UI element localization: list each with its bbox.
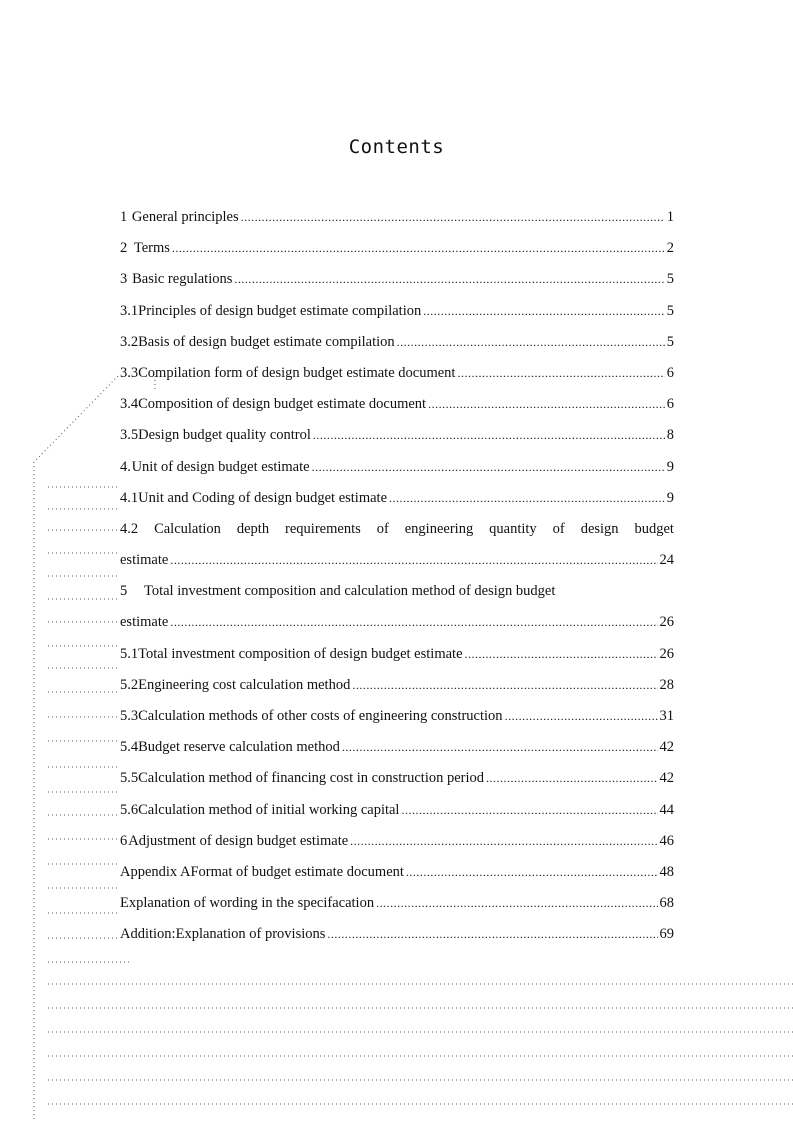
toc-number: 5.4: [120, 739, 139, 756]
toc-label-word: budget: [634, 520, 674, 537]
toc-page-number: 5: [666, 302, 674, 319]
toc-label-word: depth: [236, 520, 270, 537]
toc-page-number: 9: [666, 458, 674, 475]
dot-leader: [457, 358, 664, 389]
toc-label: Engineering cost calculation method: [138, 676, 351, 693]
dot-leader: [350, 826, 657, 857]
toc-entry-3[interactable]: [120, 264, 674, 295]
toc-page-number: 28: [659, 676, 674, 693]
toc-label: Total investment composition and calculation method of design budget: [144, 583, 556, 600]
toc-label: Principles of design budget estimate compilation: [138, 302, 422, 319]
toc-entry-6[interactable]: [120, 826, 674, 857]
toc-number: 4.: [120, 458, 131, 475]
toc-number: 5.2: [120, 676, 139, 693]
toc-entry-5-4[interactable]: [120, 732, 674, 763]
toc-entry-5-3[interactable]: [120, 701, 674, 732]
toc-label: Format of budget estimate document: [190, 863, 404, 880]
dot-leader: [397, 327, 665, 358]
toc-number: 4.1: [120, 489, 139, 506]
dot-leader: [486, 763, 657, 794]
toc-label-word: engineering: [404, 520, 474, 537]
toc-entry-5-5[interactable]: [120, 763, 674, 794]
toc-page-number: 24: [659, 552, 674, 569]
toc-number: 3: [120, 271, 128, 288]
dot-leader: [234, 264, 664, 295]
toc-entry-addition[interactable]: [120, 919, 674, 950]
toc-page-number: 8: [666, 427, 674, 444]
toc-page-number: 1: [666, 209, 674, 225]
toc-page-number: 44: [659, 801, 674, 818]
page-title: Contents: [348, 136, 445, 158]
dot-leader: [170, 545, 657, 576]
toc-number: 5.6: [120, 801, 139, 818]
toc-entry-5-6[interactable]: [120, 795, 674, 826]
toc-entry-1[interactable]: [120, 202, 674, 233]
toc-entry-2[interactable]: [120, 233, 674, 264]
toc-label-word: of: [552, 520, 565, 537]
toc-entry-5-2[interactable]: [120, 670, 674, 701]
toc-page-number: 2: [666, 240, 674, 257]
toc-label: Adjustment of design budget estimate: [128, 832, 349, 849]
toc-label: Unit and Coding of design budget estimate: [138, 489, 388, 506]
toc-label: Basis of design budget estimate compilation: [138, 333, 395, 350]
toc-entry-4[interactable]: [120, 452, 674, 483]
toc-label: Calculation method of financing cost in construction period: [138, 770, 485, 787]
dot-leader: [423, 296, 665, 327]
dot-leader: [406, 857, 658, 888]
dot-leader: [376, 888, 657, 919]
toc-page-number: 31: [659, 708, 674, 724]
toc-number: 3.1: [120, 302, 139, 319]
toc-entry-3-2[interactable]: [120, 327, 674, 358]
toc-number: 5.1: [120, 645, 139, 662]
toc-entry-5-line2[interactable]: [120, 607, 674, 638]
dot-leader: [327, 919, 657, 950]
toc-label: Basic regulations: [132, 271, 233, 288]
toc-number: Appendix A: [120, 863, 191, 880]
toc-entry-3-4[interactable]: [120, 389, 674, 420]
dot-leader: [241, 202, 665, 233]
dot-leader: [352, 670, 657, 701]
toc-entry-appendix-a[interactable]: [120, 857, 674, 888]
toc-entry-3-3[interactable]: [120, 358, 674, 389]
dot-leader: [401, 795, 657, 826]
toc-number: 3.5: [120, 427, 139, 444]
dot-leader: [428, 389, 665, 420]
toc-page-number: 5: [666, 333, 674, 350]
toc-label: Addition:Explanation of provisions: [120, 926, 326, 943]
toc-entry-4-1[interactable]: [120, 483, 674, 514]
toc-label-word: Calculation: [154, 520, 221, 537]
table-of-contents: [120, 202, 674, 951]
toc-entry-5-1[interactable]: [120, 639, 674, 670]
toc-number: 2: [120, 240, 128, 257]
toc-page-number: 5: [666, 271, 674, 288]
dot-leader: [312, 452, 665, 483]
toc-entry-4-2-line1[interactable]: [120, 514, 674, 545]
toc-label: Design budget quality control: [138, 427, 311, 444]
dot-leader: [505, 701, 658, 732]
toc-entry-3-5[interactable]: [120, 420, 674, 451]
toc-number: 5.5: [120, 770, 139, 787]
toc-entry-5-line1[interactable]: [120, 576, 674, 607]
toc-page-number: 6: [666, 364, 674, 381]
toc-label: Calculation method of initial working capital: [138, 801, 400, 818]
toc-page-number: 69: [659, 926, 674, 943]
toc-label: estimate: [120, 614, 169, 631]
toc-page-number: 42: [659, 770, 674, 787]
dot-leader: [465, 639, 658, 670]
toc-page-number: 9: [666, 489, 674, 506]
toc-entry-4-2-line2[interactable]: [120, 545, 674, 576]
toc-page-number: 6: [666, 396, 674, 413]
toc-page-number: 42: [659, 739, 674, 756]
dot-leader: [313, 420, 665, 451]
toc-label-word: quantity: [489, 520, 537, 537]
toc-page-number: 46: [659, 832, 674, 849]
toc-number: 5: [120, 583, 128, 600]
dot-leader: [172, 233, 665, 264]
toc-label: Compilation form of design budget estimate document: [138, 364, 456, 381]
toc-number: 1: [120, 209, 128, 225]
toc-page-number: 68: [659, 895, 674, 912]
dot-leader: [170, 607, 657, 638]
toc-number: 3.2: [120, 333, 139, 350]
toc-label: Explanation of wording in the specifacation: [120, 895, 375, 912]
toc-entry-explanation-of-wording[interactable]: [120, 888, 674, 919]
toc-page-number: 48: [659, 863, 674, 880]
toc-label: Terms: [133, 240, 170, 257]
toc-label: estimate: [120, 552, 169, 569]
toc-number: 3.4: [120, 396, 139, 413]
dot-leader: [342, 732, 658, 763]
toc-label: Unit of design budget estimate: [131, 458, 310, 475]
toc-entry-3-1[interactable]: [120, 296, 674, 327]
toc-label-word: design: [580, 520, 619, 537]
toc-number: 6: [120, 832, 128, 849]
toc-label-word: requirements: [285, 520, 361, 537]
toc-label: Composition of design budget estimate document: [138, 396, 427, 413]
toc-number: 3.3: [120, 364, 139, 381]
toc-number: 4.2: [120, 520, 139, 537]
toc-label: Total investment composition of design budget estimate: [138, 645, 463, 662]
toc-label: Budget reserve calculation method: [138, 739, 340, 756]
toc-label-word: of: [376, 520, 389, 537]
toc-page-number: 26: [659, 645, 674, 662]
toc-number: 5.3: [120, 708, 139, 724]
toc-label: General principles: [131, 209, 239, 225]
toc-page-number: 26: [659, 614, 674, 631]
toc-label: Calculation methods of other costs of engineering construction: [138, 708, 503, 724]
dot-leader: [389, 483, 665, 514]
